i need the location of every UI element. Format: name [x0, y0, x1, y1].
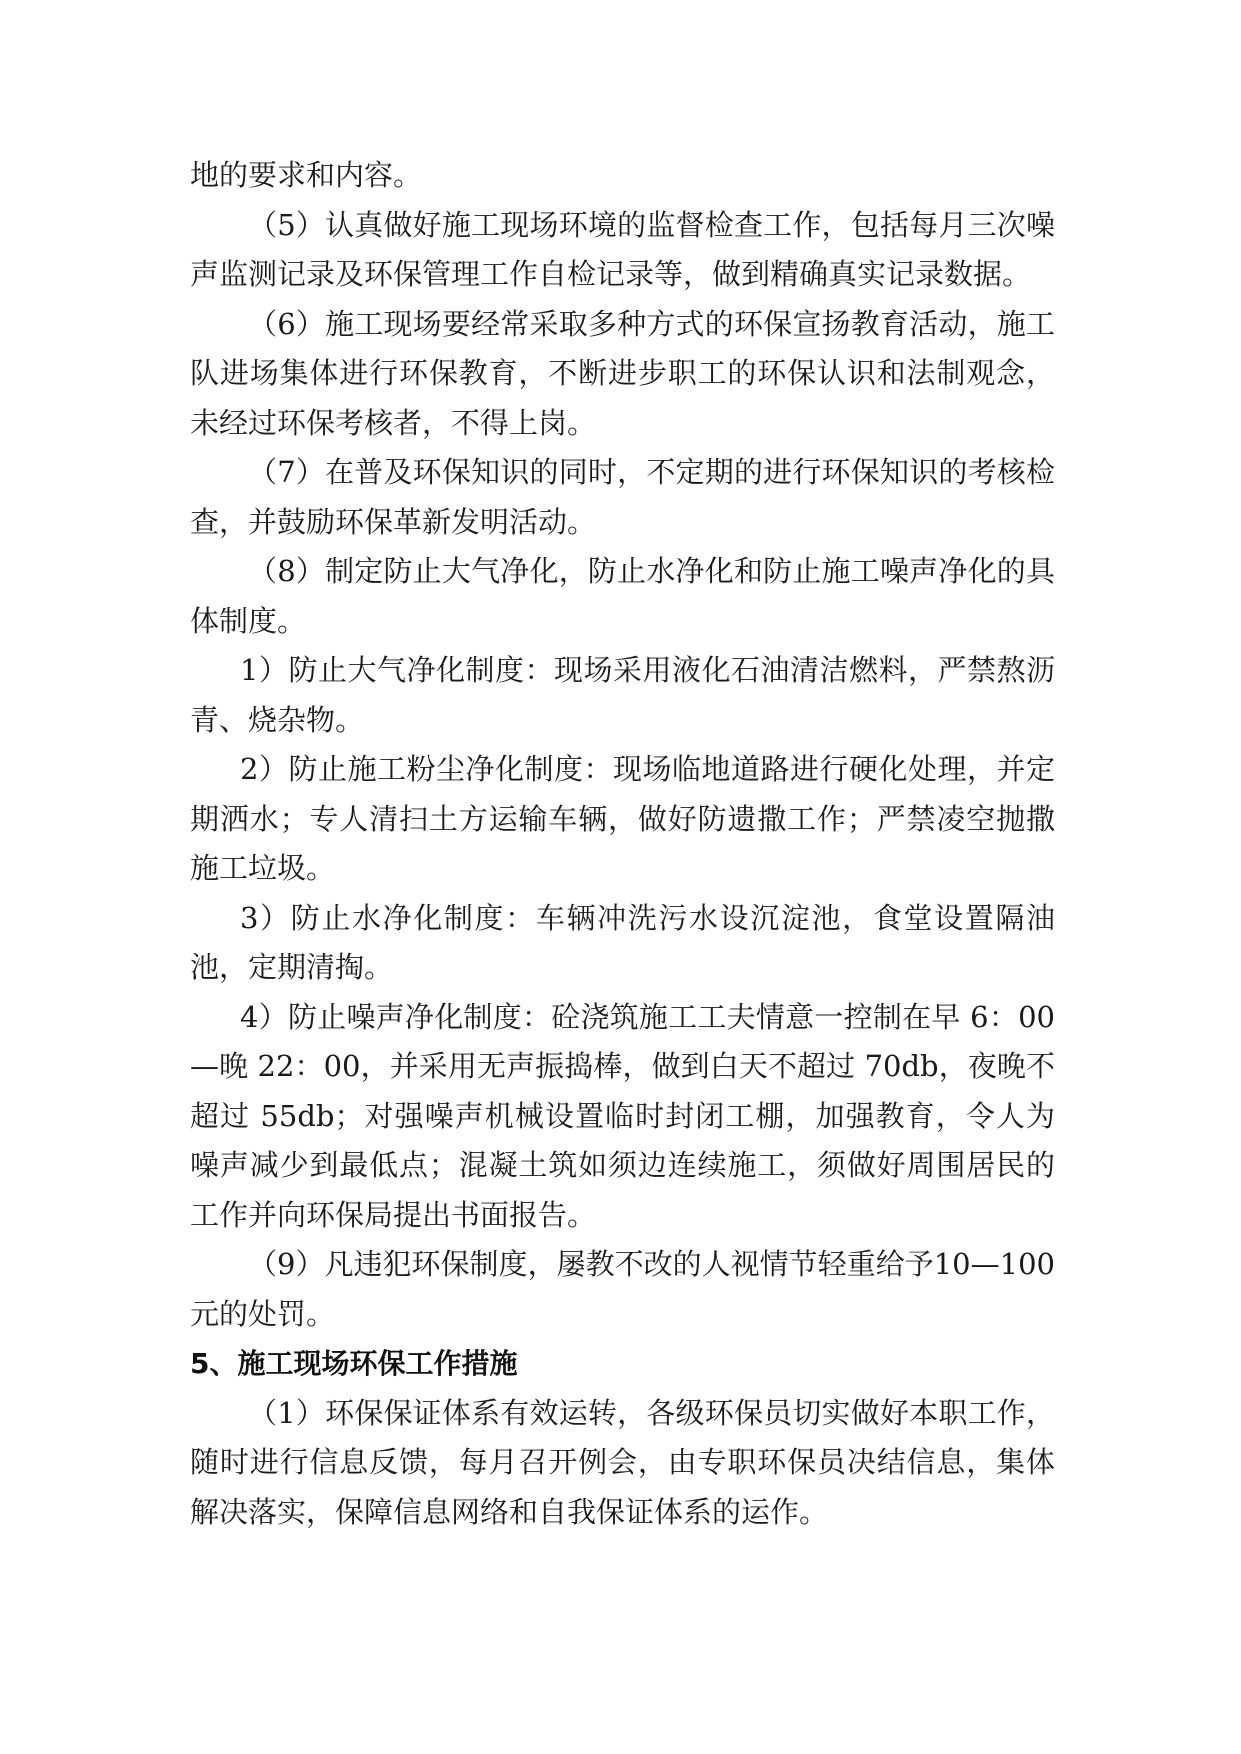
sub-item-3: 3）防止水净化制度：车辆冲洗污水设沉淀池，食堂设置隔油池，定期清掏。 — [190, 900, 1055, 984]
sub-item-2: 2）防止施工粉尘净化制度：现场临地道路进行硬化处理，并定期洒水；专人清扫土方运输车辆，做好防遗撒工作；严禁凌空抛撒施工垃圾。 — [190, 752, 1055, 885]
section-paragraph-1: （1）环保保证体系有效运转，各级环保员切实做好本职工作，随时进行信息反馈，每月召开例会，由专职环保员决结信息，集体解决落实，保障信息网络和自我保证体系的运作。 — [190, 1395, 1055, 1529]
paragraph-item-5: （5）认真做好施工现场环境的监督检查工作，包括每月三次噪声监测记录及环保管理工作自检记录等，做到精确真实记录数据。 — [190, 207, 1055, 291]
paragraph-item-9: （9）凡违犯环保制度，屡教不改的人视情节轻重给予10—100 元的处罚。 — [190, 1247, 1055, 1331]
paragraph-continuation: 地的要求和内容。 — [190, 158, 423, 192]
section-heading: 5、施工现场环保工作措施 — [190, 1347, 518, 1380]
paragraph-item-7: （7）在普及环保知识的同时，不定期的进行环保知识的考核检查，并鼓励环保革新发明活动。 — [190, 455, 1055, 539]
paragraph-item-6: （6）施工现场要经常采取多种方式的环保宣扬教育活动，施工队进场集体进行环保教育，不断进步职工的环保认识和法制观念，未经过环保考核者，不得上岗。 — [190, 306, 1055, 440]
paragraph-item-8: （8）制定防止大气净化，防止水净化和防止施工噪声净化的具体制度。 — [190, 554, 1055, 638]
sub-item-1: 1）防止大气净化制度：现场采用液化石油清洁燃料，严禁熬沥青、烧杂物。 — [190, 653, 1055, 737]
sub-item-4: 4）防止噪声净化制度：砼浇筑施工工夫情意一控制在早 6：00—晚 22：00，并采用无声振捣棒，做到白天不超过 70db，夜晚不超过 55db；对强噪声机械设置临时封闭工棚，加强教育，令人为噪声减少到最低点；混凝土筑如须边连续施工，须做好周围居民的工作并向环保局提出书面报告。 — [190, 999, 1055, 1232]
document-body — [190, 151, 1055, 1537]
